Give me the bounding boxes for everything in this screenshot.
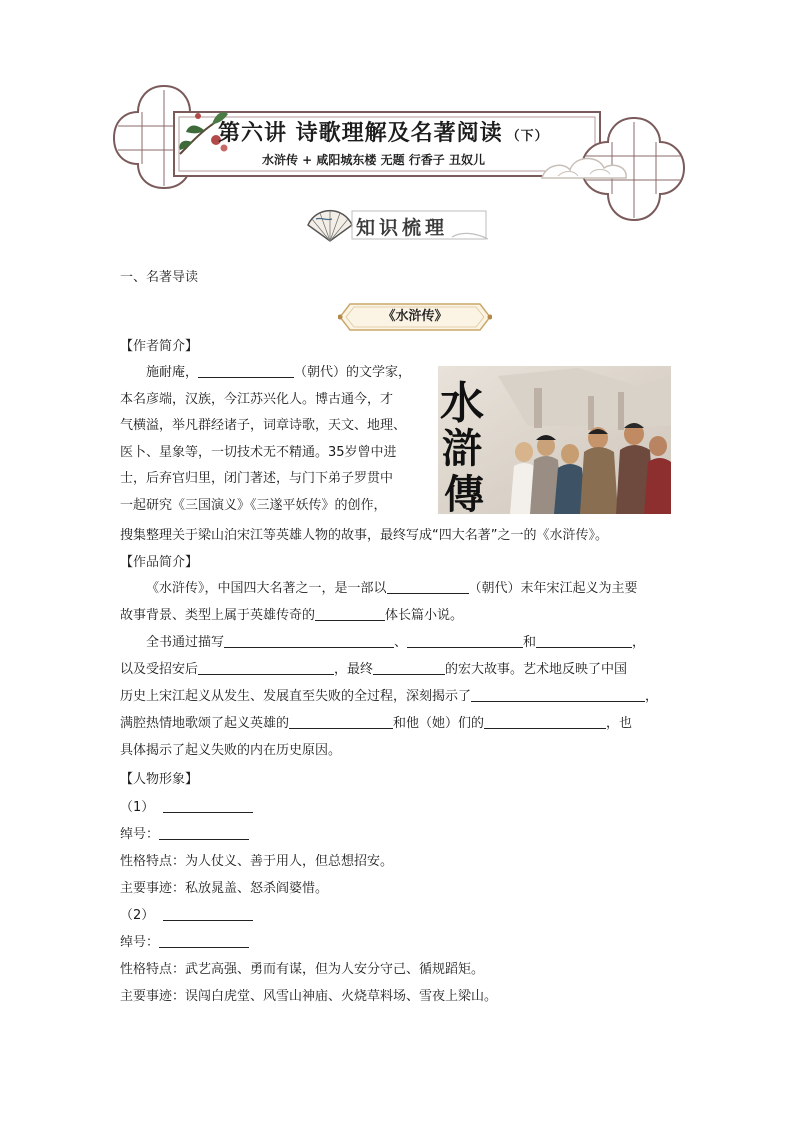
illustration-calligraphy-2: 滸: [442, 425, 482, 472]
hero-blank-2[interactable]: [484, 714, 606, 729]
author-intro-last: 搜集整理关于梁山泊宋江等英雄人物的故事，最终写成“四大名著”之一的《水浒传》。: [120, 528, 608, 543]
work-heading: 【作品简介】: [120, 555, 199, 570]
genre-blank[interactable]: [315, 606, 385, 621]
plot-blank-2[interactable]: [407, 633, 523, 648]
plot-blank-5[interactable]: [373, 660, 445, 675]
character-2-nickname-blank[interactable]: [159, 933, 249, 948]
dynasty-blank[interactable]: [198, 363, 294, 378]
character-2-name: （2）: [120, 906, 253, 926]
character-2-name-blank[interactable]: [163, 906, 253, 921]
fan-icon: [308, 211, 352, 241]
character-2-nickname: 绰号：: [120, 933, 249, 953]
title-suffix: （下）: [506, 129, 549, 144]
plot-blank-3[interactable]: [536, 633, 632, 648]
work-para-1: 《水浒传》，中国四大名著之一，是一部以 （朝代）末年宋江起义为主要: [146, 581, 638, 596]
page-title: 第六讲 诗歌理解及名著阅读 （下）: [218, 120, 549, 146]
illustration-calligraphy-3: 傳: [444, 471, 484, 514]
character-2-traits: 性格特点：武艺高强、勇而有谋，但为人安分守己、循规蹈矩。: [120, 962, 485, 977]
knowledge-badge-label: 知识梳理: [356, 217, 449, 239]
character-1-nickname-blank[interactable]: [159, 825, 249, 840]
theme-blank[interactable]: [471, 687, 645, 702]
book-illustration: [438, 366, 671, 514]
book-title: 《水浒传》: [382, 309, 448, 324]
dynasty-blank-2[interactable]: [387, 579, 469, 594]
work-para-2e: 具体揭示了起义失败的内在历史原因。: [120, 743, 342, 758]
plot-blank-1[interactable]: [224, 633, 394, 648]
character-1-nickname: 绰号：: [120, 825, 249, 845]
work-para-2b: 以及受招安后 ，最终 的宏大故事。艺术地反映了中国: [120, 662, 628, 677]
plot-blank-4[interactable]: [198, 660, 334, 675]
work-para-2c: 历史上宋江起义从发生、发展直至失败的全过程，深刻揭示了 ，: [120, 689, 659, 704]
work-para-2: 全书通过描写 、 和 ，: [146, 635, 646, 650]
character-2-deeds: 主要事迹：误闯白虎堂、风雪山神庙、火烧草料场、雪夜上梁山。: [120, 989, 498, 1004]
character-1-deeds: 主要事迹：私放晁盖、怒杀阎婆惜。: [120, 881, 329, 896]
author-heading: 【作者简介】: [120, 339, 199, 354]
character-1-name: （1）: [120, 798, 253, 818]
author-intro: 施耐庵， （朝代）的文学家， 本名彦端，汉族，今江苏兴化人。博古通今，才 气横溢，举凡群经诸子，词章诗歌，天文、地理、 医卜、星象等，一切技术无不精通。35岁曾中进 士，后弃官归里，闭门著述，与门下弟子罗贯中 一起研究《三国演义》《三遂平妖传》的创作，: [120, 365, 412, 513]
character-1-name-blank[interactable]: [163, 798, 253, 813]
work-para-1b: 故事背景、类型上属于英雄传奇的 体长篇小说。: [120, 608, 464, 623]
illustration-calligraphy-1: 水: [440, 378, 484, 429]
work-para-2d: 满腔热情地歌颂了起义英雄的 和他（她）们的 ，也: [120, 716, 633, 731]
character-1-traits: 性格特点：为人仗义、善于用人，但总想招安。: [120, 854, 394, 869]
characters-heading: 【人物形象】: [120, 772, 199, 787]
hero-blank-1[interactable]: [289, 714, 393, 729]
section-heading: 一、名著导读: [120, 270, 199, 285]
page-subtitle: 水浒传 + 咸阳城东楼 无题 行香子 丑奴儿: [262, 153, 485, 167]
